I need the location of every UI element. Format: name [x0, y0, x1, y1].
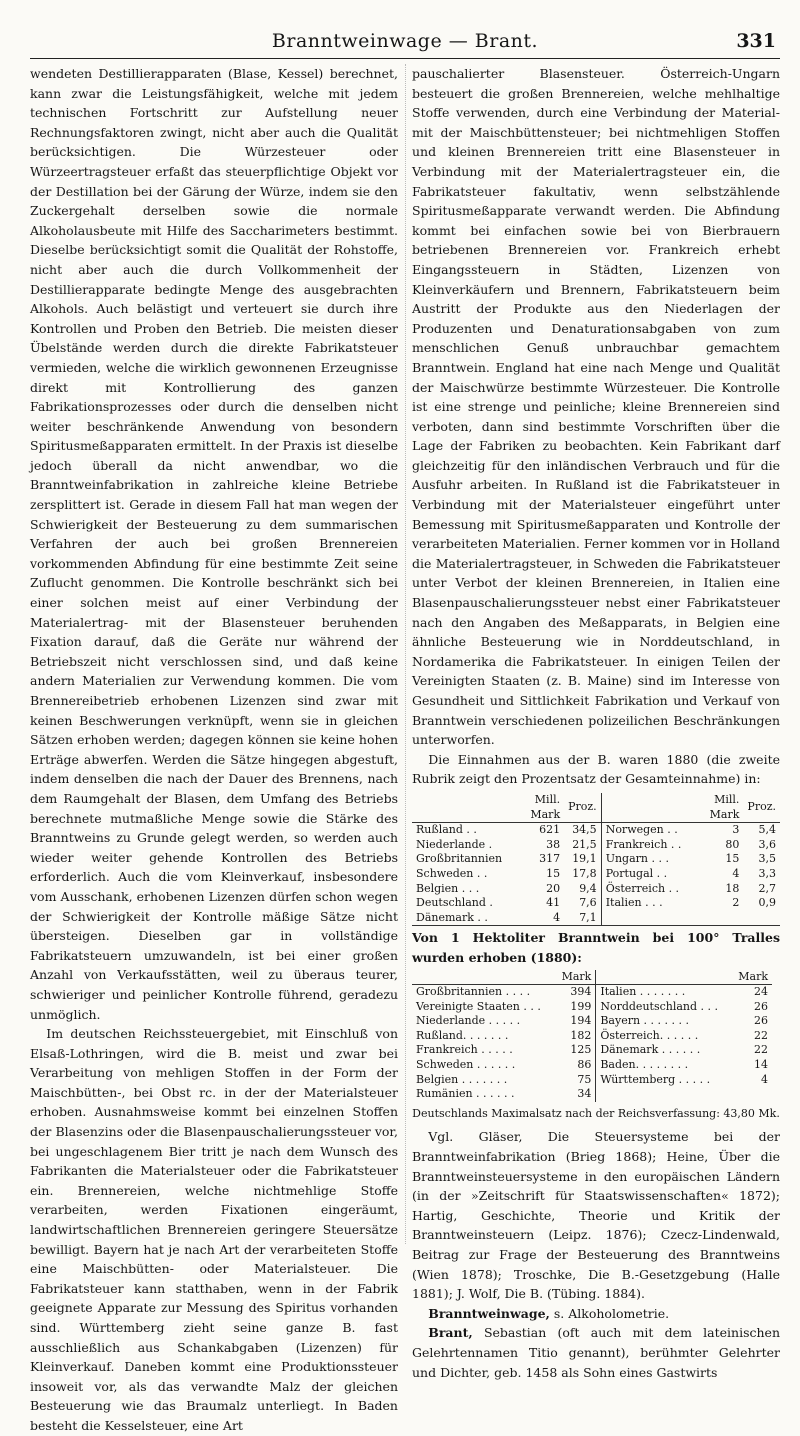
table-cell: 2,7 [758, 881, 776, 895]
table-cell: 80 [725, 837, 740, 851]
page-number: 331 [736, 30, 776, 52]
table-cell: 86 [555, 1058, 596, 1073]
table-cell: Norwegen . . [605, 823, 678, 837]
table-row [412, 838, 780, 853]
table-cell: 4 [732, 866, 740, 880]
table-cell: Vereinigte Staaten . . . [416, 999, 541, 1013]
table-cell: Norddeutschland . . . [600, 999, 719, 1013]
table-cell: Schweden . . [416, 866, 488, 880]
table-row [412, 1000, 772, 1015]
table-cell: 3,3 [758, 866, 776, 880]
table-row [412, 985, 772, 1000]
paragraph: Von 1 Hektoliter Branntwein bei 100° Tralles wurden erhoben (1880): [412, 930, 780, 965]
table-header-row [412, 793, 780, 823]
table-cell: Rußland . . [416, 823, 477, 837]
table-row [412, 896, 780, 911]
table-cell [685, 911, 743, 926]
table-cell: Baden. . . . . . . . [600, 1058, 689, 1072]
table-cell: 125 [555, 1043, 596, 1058]
table-cell [731, 1087, 772, 1102]
dictionary-entry [412, 1323, 780, 1382]
paragraph: wendeten Destillierapparaten (Blase, Kessel) berechnet, kann zwar die Leistungsfähigkeit, welche mit jedem technischen Fortschritt zur Aufstellung neuer Rechnungsfaktoren zwingt, nicht aber auch die Qualität berücksichtigen. Die Würzesteuer oder Würzeertragsteuer erfaßt das steuerpflichtige Objekt vor der Destillation bei der Gärung der Würze, indem sie den Zuckergehalt derselben sowie die normale Alkoholausbeute mit Hilfe des Saccharimeters bestimmt. Dieselbe berücksichtigt somit die Qualität der Rohstoffe, nicht aber auch die durch Vollkommenheit der Destillierapparate bedingte Menge des ausgebrachten Alkohols. Auch belästigt und verteuert sie durch ihre Kontrollen und Proben den Betrieb. Die meisten dieser Übelstände werden durch die direkte Fabrikatsteuer vermieden, welche die wirklich gewonnenen Erzeugnisse direkt mit Kontrollierung des ganzen Fabrikationsprozesses oder durch die denselben nicht weiter beschränkende Anwendung von besondern Spiritusmeßapparaten ermittelt. In der Praxis ist dieselbe jedoch überall da nicht anwendbar, wo die Branntweinfabrikation in zahlreiche kleine Betriebe zersplittert ist. Gerade in diesem Fall hat man wegen der Schwierigkeit der Besteuerung zu dem summarischen Verfahren der auch bei großen Brennereien vorkommenden Abfindung für eine bestimmte Zeit seine Zuflucht genommen. Die Kontrolle beschränkt sich bei einer solchen meist auf einer Verbindung der Materialertrag- mit der Blasensteuer beruhenden Fixation darauf, daß die Geräte nur während der Betriebszeit nicht verschlossen sind, und daß keine andern Materialien zur Verwendung kommen. Die vom Brennereibetrieb erhobenen Lizenzen sind zwar mit keinen Beschwerungen verknüpft, wenn sie in gleichen Sätzen erhoben werden; dagegen können sie keine hohen Erträge abwerfen. Werden die Sätze hingegen abgestuft, indem denselben die nach der Dauer des Brennens, nach dem Raumgehalt der Blasen, dem Umfang des Betriebs berechnete mutmaßliche Menge sowie die Stärke des Branntweins zu Grunde gelegt werden, so werden auch wieder weiter gehende Kontrollen des Betriebs erforderlich. Auch die vom Kleinverkauf, insbesondere vom Ausschank, erhobenen Lizenzen dürfen schon wegen der Schwierigkeit der Kontrolle mäßige Sätze nicht übersteigen. Dieselben gar in vollständige Fabrikatsteuern umzuwandeln, ist bei einer großen Anzahl von Verkaufsstätten, weil zu überaus teurer, schwieriger und peinlicher Kontrolle führend, geradezu unmöglich. [30, 66, 398, 1022]
table-cell: 394 [555, 985, 596, 1000]
paragraph: Die Einnahmen aus der B. waren 1880 (die zweite Rubrik zeigt den Prozentsatz der Gesamteinnahme) in: [412, 751, 780, 787]
table-cell: 17,8 [564, 867, 601, 882]
table-cell: 75 [555, 1073, 596, 1088]
table-cell: 7,1 [564, 911, 601, 926]
table-cell: Württemberg . . . . . [600, 1072, 711, 1086]
table-cell: 4 [761, 1072, 768, 1086]
table-cell: 26 [754, 999, 768, 1013]
table-header-cell: Mill. Mark [709, 792, 740, 821]
table-cell: Belgien . . . [416, 881, 480, 895]
table-header-cell: Proz. [564, 793, 601, 823]
table-cell: 38 [546, 837, 561, 851]
right-column [412, 64, 780, 1382]
table-row [412, 882, 780, 897]
table-header-cell [412, 970, 555, 985]
table-cell: Ungarn . . . [605, 852, 669, 866]
table-cell: 5,4 [758, 823, 776, 837]
table-row [412, 1029, 772, 1044]
table-cell: 2 [732, 896, 740, 910]
table-header-cell: Mill. Mark [530, 792, 561, 821]
table-cell: Niederlande . [416, 837, 493, 851]
paragraph: Vgl. Gläser, Die Steuersysteme bei der Branntweinfabrikation (Brieg 1868); Heine, Über die Branntweinsteuersysteme in den europäischen Ländern (in der »Zeitschrift für Staatswissenschaften« 1872); Hartig, Geschichte, Theorie und Kritik der Branntweinsteuern (Leipz. 1876); Czecz-Lindenwald, Beitrag zur Frage der Besteuerung des Branntweins (Wien 1878); Troschke, Die B.-Gesetzgebung (Halle 1881); J. Wolf, Die B. (Tübing. 1884). [412, 1129, 780, 1302]
table-row [412, 852, 780, 867]
table-header-cell: Proz. [747, 800, 776, 814]
table-cell: 7,6 [564, 896, 601, 911]
table-header-cell: Mark [738, 969, 768, 983]
table-header-cell [412, 793, 506, 823]
page-header [30, 30, 780, 59]
table-cell: 4 [553, 910, 561, 924]
table-cell: 3,6 [758, 837, 776, 851]
table-cell: Österreich . . [605, 881, 680, 895]
table-cell: Großbritannien . . . . [416, 985, 531, 999]
table-cell [601, 911, 685, 926]
table-cell: Frankreich . . . . . [416, 1043, 513, 1057]
table-cell: 18 [725, 881, 740, 895]
table-cell: 3,5 [758, 852, 776, 866]
left-column [30, 64, 398, 1436]
table-row [412, 1014, 772, 1029]
table-cell: 621 [539, 823, 561, 837]
entry-headword: Branntweinwage, [428, 1305, 550, 1321]
revenue-table [412, 793, 780, 926]
table-cell: 21,5 [564, 838, 601, 853]
table-row [412, 1087, 772, 1102]
table-cell: 22 [754, 1043, 768, 1057]
table-header-cell [596, 970, 732, 985]
table-cell: 15 [725, 852, 740, 866]
dictionary-entry [412, 1304, 780, 1324]
table-cell: Schweden . . . . . . [416, 1058, 516, 1072]
table-header-cell [601, 793, 685, 823]
table-row [412, 1073, 772, 1088]
table-cell: 0,9 [758, 896, 776, 910]
table-header-row [412, 970, 772, 985]
table-cell: 182 [555, 1029, 596, 1044]
table-cell: 199 [555, 1000, 596, 1015]
entry-headword: Brant, [428, 1325, 473, 1341]
table-cell: Österreich. . . . . . [600, 1028, 699, 1042]
column-divider [405, 64, 406, 1244]
table-footnote: Deutschlands Maximalsatz nach der Reichsverfassung: 43,80 Mk. [412, 1106, 780, 1120]
table-row [412, 867, 780, 882]
table-cell: 194 [555, 1014, 596, 1029]
table-cell: Belgien . . . . . . . [416, 1072, 508, 1086]
table-cell: 19,1 [564, 852, 601, 867]
table-cell [596, 1087, 732, 1102]
table-cell: 9,4 [564, 882, 601, 897]
table-cell: 15 [546, 866, 561, 880]
table-cell: Frankreich . . [605, 837, 682, 851]
table-cell: 14 [754, 1058, 768, 1072]
running-title: Branntweinwage — Brant. [271, 30, 539, 52]
table-cell: 20 [546, 881, 561, 895]
entry-text: s. Alkoholometrie. [549, 1305, 670, 1321]
table-cell: Portugal . . [605, 866, 668, 880]
table-cell: 317 [539, 852, 561, 866]
entry-text: Sebastian (oft auch mit dem lateinischen Gelehrtennamen Titio genannt), berühmter Gelehrter und Dichter, geb. 1458 als Sohn eines Gastwirts [412, 1325, 780, 1380]
revenue-table-body [412, 823, 780, 926]
table-row [412, 1058, 772, 1073]
table-cell: 41 [546, 896, 561, 910]
paragraph: pauschalierter Blasensteuer. Österreich-Ungarn besteuert die großen Brennereien, welche mehlhaltige Stoffe verwenden, durch eine Verbindung der Material- mit der Maischbüttensteuer; bei nichtmehligen Stoffen und kleinen Brennereien tritt eine Blasensteuer in Verbindung mit der Materialertragsteuer ein, die Fabrikatsteuer fakultativ, wenn selbstzählende Spiritusmeßapparate verwandt werden. Die Abfindung kommt bei einfachen sowie bei von Bierbrauern betriebenen Brennereien vor. Frankreich erhebt Eingangssteuern in Städten, Lizenzen von Kleinverkäufern und Brennern, Fabrikatsteuern beim Austritt der Produkte aus den Niederlagen der Produzenten und Denaturationsabgaben von zum menschlichen Genuß unbrauchbar gemachtem Branntwein. England hat eine nach Menge und Qualität der Maischwürze bestimmte Würzesteuer. Die Kontrolle ist eine strenge und peinliche; kleine Brennereien sind verboten, dann sind bestimmte Vorschriften über die Lage der Fabriken zu beobachten. Kein Fabrikant darf gleichzeitig für den inländischen Verbrauch und für die Ausfuhr arbeiten. In Rußland ist die Fabrikatsteuer in Verbindung mit der Materialsteuer eingeführt unter Bemessung mit Spiritusmeßapparaten und Kontrolle der verarbeiteten Materialien. Ferner kommen vor in Holland die Materialertragsteuer, in Schweden die Fabrikatsteuer unter Verbot der kleinen Brennereien, in Italien eine Blasenpauschalierungssteuer nebst einer Fabrikatsteuer nach den Angaben des Meßapparats, in Belgien eine ähnliche Besteuerung wie in Norddeutschland, in Nordamerika die Fabrikatsteuer. In einigen Teilen der Vereinigten Staaten (z. B. Maine) sind im Interesse von Gesundheit und Sittlichkeit Fabrikation und Verkauf von Branntwein verschiedenen polizeilichen Beschränkungen unterworfen. [412, 66, 780, 748]
table-cell: Rumänien . . . . . . [416, 1087, 515, 1101]
tax-table-body [412, 985, 772, 1102]
table-cell: 24 [754, 985, 768, 999]
table-cell: Deutschland . [416, 896, 493, 910]
paragraph: Im deutschen Reichssteuergebiet, mit Einschluß von Elsaß-Lothringen, wird die B. meist und zwar bei Verarbeitung von mehligen Stoffen in der Form der Maischbütten-, bei Obst rc. in der der Materialsteuer erhoben. Ausnahmsweise kommt bei einzelnen Stoffen der Blasenzins oder die Blasenpauschalierungssteuer vor, bei ungeschlagenem Bier tritt je nach dem Wunsch des Fabrikanten die Materialsteuer oder die Fabrikatsteuer ein. Brennereien, welche nichtmehlige Stoffe verarbeiten, werden Fixationen eingeräumt, landwirtschaftlichen Brennereien geringere Steuersätze bewilligt. Bayern hat je nach Art der verarbeiteten Stoffe eine Maischbütten- oder Materialsteuer. Die Fabrikatsteuer kann statthaben, wenn in der Fabrik geeignete Apparate zur Messung des Spiritus vorhanden sind. Württemberg zieht seine ganze B. fast ausschließlich aus Schankabgaben (Lizenzen) für Kleinverkauf. Daneben kommt eine Produktionssteuer insoweit vor, als das verwandte Malz der gleichen Besteuerung wie das Braumalz unterliegt. In Baden besteht die Kesselsteuer, eine Art [30, 1026, 398, 1433]
table-cell: Großbritannien [416, 852, 503, 866]
table-cell: 34 [555, 1087, 596, 1102]
table-cell: Dänemark . . [416, 910, 488, 924]
table-row [412, 911, 780, 926]
table-cell: Italien . . . . . . . [600, 985, 686, 999]
table-cell: 22 [754, 1028, 768, 1042]
table-row [412, 823, 780, 838]
table-cell: 34,5 [564, 823, 601, 838]
table-cell: 26 [754, 1014, 768, 1028]
table-cell: Rußland. . . . . . . [416, 1028, 509, 1042]
table-header-cell: Mark [555, 970, 596, 985]
table-cell: Italien . . . [605, 896, 663, 910]
table-cell [743, 911, 780, 926]
table-cell: Dänemark . . . . . . [600, 1043, 701, 1057]
table-row [412, 1043, 772, 1058]
table-cell: Bayern . . . . . . . [600, 1014, 690, 1028]
tax-per-hectoliter-table [412, 970, 772, 1102]
table-cell: Niederlande . . . . . [416, 1014, 521, 1028]
table-cell: 3 [732, 823, 740, 837]
